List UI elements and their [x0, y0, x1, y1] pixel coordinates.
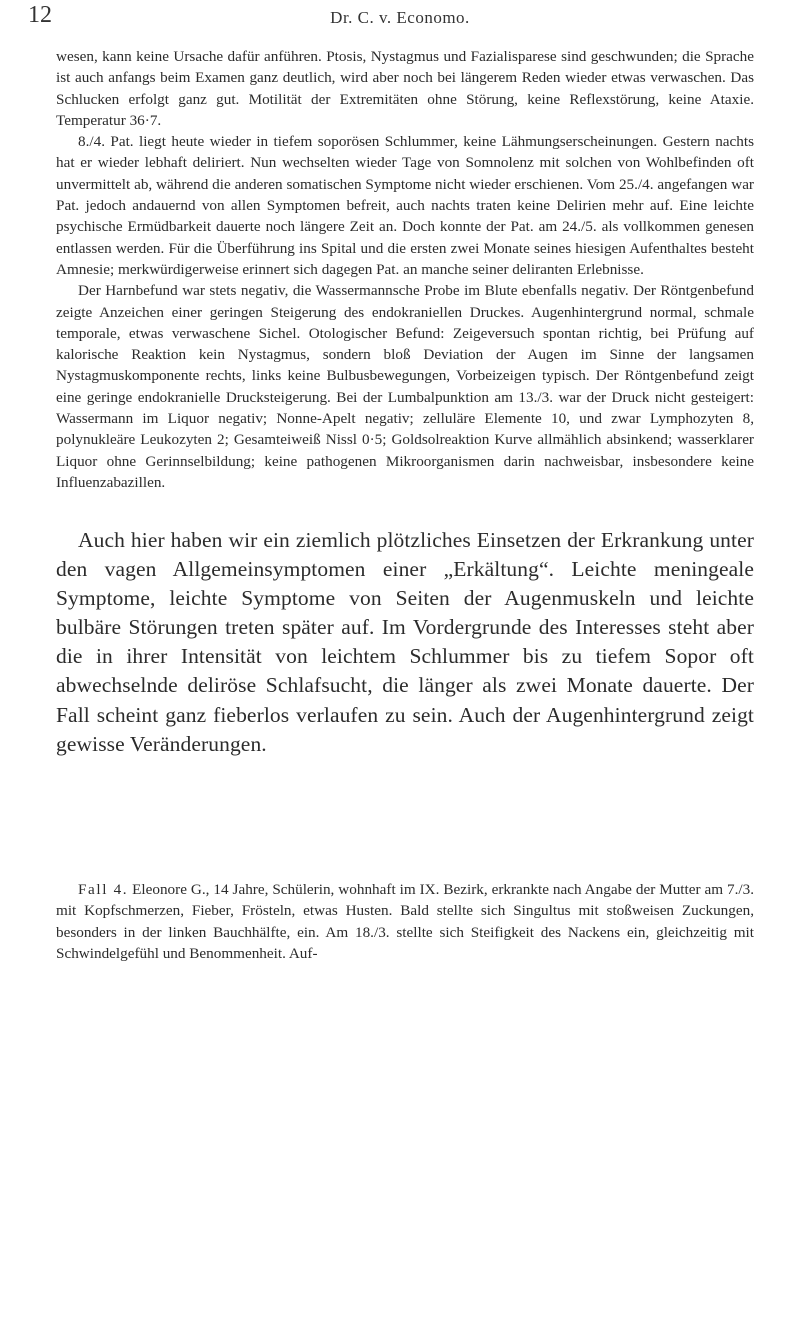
case-report-text: [56, 46, 754, 493]
paragraph-findings: Der Harnbefund war stets negativ, die Wassermannsche Probe im Blute ebenfalls negativ. Der Röntgenbefund zeigte Anzeichen einer geringen Steigerung des endokraniellen Druckes. Augenhintergrund normal, schmale temporale, etwas verwaschene Sichel. Otologischer Befund: Zeigeversuch spontan richtig, bei Prüfung auf kalorische Reaktion kein Nystagmus, sondern bloß Deviation der Augen im Sinne der langsamen Nystagmuskomponente rechts, links keine Bulbusbewegungen, Vorbeizeigen typisch. Der Röntgenbefund zeigt eine geringe endokranielle Drucksteigerung. Bei der Lumbalpunktion am 13./3. war der Druck nicht gesteigert: Wassermann im Liquor negativ; Nonne-Apelt negativ; zelluläre Elemente 10, und zwar Lymphozyten 8, polynukleäre Leukozyten 2; Gesamteiweiß Nissl 0·5; Goldsolreaktion Kurve allmählich absinkend; wasserklarer Liquor ohne Gerinnselbildung; keine pathogenen Mikroorganismen darin nachweisbar, insbesondere keine Influenzabazillen.: [56, 282, 754, 491]
paragraph-continued: wesen, kann keine Ursache dafür anführen. Ptosis, Nystagmus und Fazialisparese sind geschwunden; die Sprache ist auch anfangs beim Examen ganz deutlich, wird aber noch bei längerem Reden wieder etwas verwaschen. Das Schlucken erfolgt ganz gut. Motilität der Extremitäten ohne Störung, keine Reflexstörung, keine Ataxie. Temperatur 36·7.: [56, 48, 754, 129]
case-label: Fall 4.: [78, 881, 129, 898]
summary-block: [56, 526, 754, 759]
paragraph-course: 8./4. Pat. liegt heute wieder in tiefem soporösen Schlummer, keine Lähmungserscheinungen. Gestern nachts hat er wieder lebhaft deliriert. Nun wechselten wieder Tage von Somnolenz mit solchen von Wohlbefinden oft unvermittelt ab, während die anderen somatischen Symptome nicht wieder erschienen. Vom 25./4. angefangen war Pat. jedoch andauernd von allen Symptomen befreit, auch nachts traten keine Delirien mehr auf. Eine leichte psychische Ermüdbarkeit dauerte noch längere Zeit an. Doch konnte der Pat. am 24./5. als vollkommen genesen entlassen werden. Für die Überführung ins Spital und die ersten zwei Monate seines hiesigen Aufenthaltes besteht Amnesie; merkwürdigerweise erinnert sich dagegen Pat. an manche seiner deliranten Erlebnisse.: [56, 133, 754, 278]
case-4-block: [56, 879, 754, 964]
running-title: Dr. C. v. Economo.: [330, 8, 470, 27]
summary-paragraph: Auch hier haben wir ein ziemlich plötzliches Einsetzen der Erkrankung unter den vagen Allgemeinsymptomen einer „Erkältung“. Leichte meningeale Symptome, leichte Symptome von Seiten der Augenmuskeln und leichte bulbäre Störungen treten später auf. Im Vordergrunde des Interesses steht aber die in ihrer Intensität von leichtem Schlummer bis zu tiefem Sopor oft abwechselnde deliröse Schlafsucht, die länger als zwei Monate dauerte. Der Fall scheint ganz fieberlos verlaufen zu sein. Auch der Augenhintergrund zeigt gewisse Veränderungen.: [56, 528, 754, 756]
case-4-paragraph: [56, 879, 754, 964]
case-text: Eleonore G., 14 Jahre, Schülerin, wohnhaft im IX. Bezirk, erkrankte nach Angabe der Mutter am 7./3. mit Kopfschmerzen, Fieber, Frösteln, etwas Husten. Bald stellte sich Singultus mit stoßweisen Zuckungen, besonders in der linken Bauchhälfte, ein. Am 18./3. stellte sich Steifigkeit des Nackens ein, gleichzeitig mit Schwindelgefühl und Benommenheit. Auf-: [56, 881, 754, 962]
page-number: 12: [28, 2, 52, 28]
